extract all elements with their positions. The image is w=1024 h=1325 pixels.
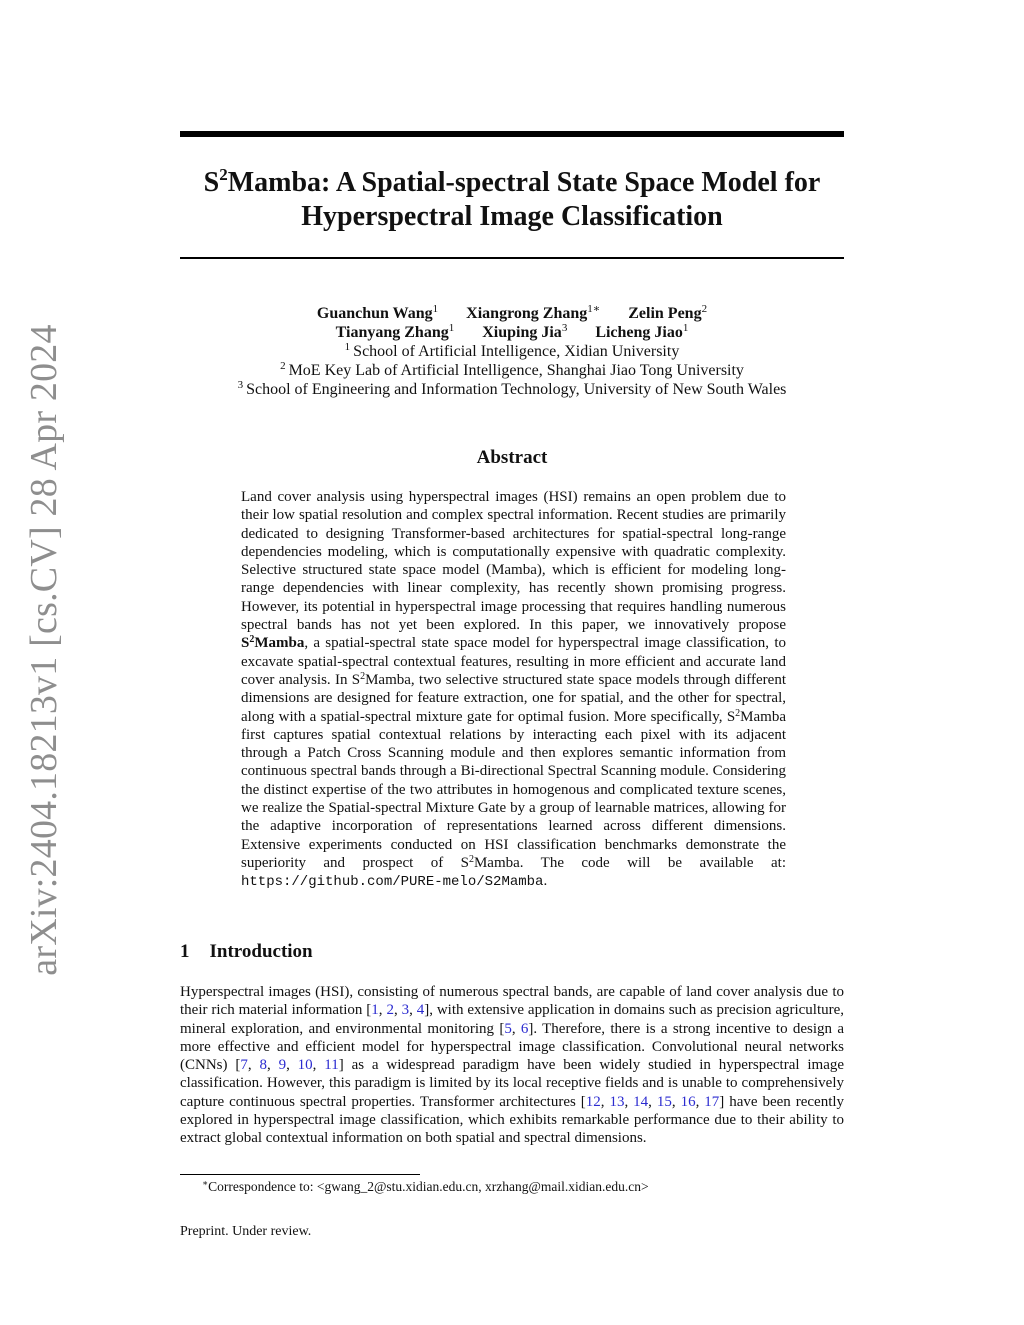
preprint-notice: Preprint. Under review. <box>180 1224 312 1239</box>
title-line-2: Hyperspectral Image Classification <box>301 201 723 232</box>
citation-link[interactable]: 6 <box>520 1020 529 1037</box>
citation-link[interactable]: 9 <box>278 1057 287 1074</box>
affiliation: $^1$ School of Artificial Intelligence, Xidian University <box>344 341 680 360</box>
affiliation: $^2$ MoE Key Lab of Artificial Intelligence, Shanghai Jiao Tong University <box>280 360 744 379</box>
abstract-text: Land cover analysis using hyperspectral images (HSI) remains an open problem due to their low spatial resolution and complex spectral information. Recent studies are primarily dedicated to designing Transformer-based architectures for spatial-spectral long-range dependencies modeling, which is computationally expensive with quadratic complexity. Selective structured state space model (Mamba), which is efficient for modeling long-range dependencies with linear complexity, has recently shown promising progress. However, its potential in hyperspectral image processing that requires handling numerous spectral bands has not yet been explored. In this paper, we innovatively propose $S^2Mamba$, a spatial-spectral state space model for hyperspectral image classification, to excavate spatial-spectral contextual features, resulting in more efficient and accurate land cover analysis. In $S^2Mamba$, two selective structured state space models through different dimensions are designed for feature extraction, one for spatial, and the other for spectral, along with a spatial-spectral mixture gate for optimal fusion. More specifically, $S^2Mamba$ first captures spatial contextual relations by interacting each pixel with its adjacent through a Patch Cross Scanning module and then explores semantic information from continuous spectral bands through a Bi-directional Spectral Scanning module. Considering the distinct expertise of the two attributes in homogenous and complicated texture scenes, we realize the Spatial-spectral Mixture Gate by a group of learnable matrices, allowing for the adaptive incorporation of representations learned across different dimensions. Extensive experiments conducted on HSI classification benchmarks demonstrate the superiority and prospect of $S^2Mamba$. The code will be available at: https://github.com/PURE-melo/S2Mamba. <box>241 489 786 891</box>
citation-link[interactable]: 11 <box>324 1057 339 1074</box>
citation-link[interactable]: 13 <box>609 1093 625 1110</box>
citation-link[interactable]: 8 <box>259 1057 267 1074</box>
citation-link[interactable]: 7 <box>240 1057 248 1074</box>
citation-link[interactable]: 4 <box>416 1002 425 1019</box>
citation-link[interactable]: 16 <box>680 1093 696 1110</box>
citation-link[interactable]: 1 <box>371 1002 379 1019</box>
arxiv-identifier-stamp: arXiv:2404.18213v1 [cs.CV] 28 Apr 2024 <box>23 324 65 976</box>
correspondence-footnote: ∗Correspondence to: <gwang_2@stu.xidian.edu.cn, xrzhang@mail.xidian.edu.cn> <box>202 1178 649 1194</box>
citation-link[interactable]: 2 <box>386 1002 394 1019</box>
title-top-rule <box>180 131 844 137</box>
abstract-heading: Abstract <box>476 447 548 468</box>
citation-link[interactable]: 12 <box>585 1093 601 1110</box>
author-row-1 <box>180 304 844 323</box>
citation-link[interactable]: 5 <box>504 1020 512 1037</box>
author-name: Zelin Peng$^2$ <box>628 303 708 322</box>
affiliation: $^3$ School of Engineering and Information Technology, University of New South Wales <box>237 379 787 398</box>
author-name: Licheng Jiao$^1$ <box>595 322 689 341</box>
section-heading-introduction: 1 Introduction <box>180 941 313 962</box>
citation-link[interactable]: 3 <box>401 1002 410 1019</box>
author-block <box>180 304 844 399</box>
title-bottom-rule <box>180 257 844 259</box>
citation-link[interactable]: 14 <box>633 1093 649 1110</box>
author-name: Xiangrong Zhang$^{1∗}$ <box>466 303 601 322</box>
code-repository-link[interactable]: https://github.com/PURE-melo/S2Mamba <box>241 874 544 891</box>
model-name-bold: $S^2Mamba$ <box>241 634 305 652</box>
title-line-1: $S^2Mamba$: A Spatial-spectral State Space Model for <box>203 165 821 198</box>
footnote-rule <box>180 1174 420 1175</box>
author-name: Xiuping Jia$^3$ <box>482 322 568 341</box>
author-row-2 <box>180 323 844 342</box>
author-name: Guanchun Wang$^1$ <box>316 303 439 322</box>
citation-link[interactable]: 17 <box>704 1093 720 1110</box>
introduction-paragraph: Hyperspectral images (HSI), consisting of numerous spectral bands, are capable of land cover analysis due to their rich material information [1, 2, 3, 4], with extensive application in domains such as precision agriculture, mineral exploration, and environmental monitoring [5, 6]. Therefore, there is a strong incentive to design a more effective and efficient model for hyperspectral image classification. Convolutional neural networks (CNNs) [7, 8, 9, 10, 11] as a widespread paradigm have been widely studied in hyperspectral image classification. However, this paradigm is limited by its local receptive fields and is unable to comprehensively capture continuous spectral properties. Transformer architectures [12, 13, 14, 15, 16, 17] have been recently explored in hyperspectral image classification, which exhibits remarkable performance due to their ability to extract global contextual information on both spatial and spectral dimensions. <box>180 984 845 1147</box>
paper-title <box>180 166 844 234</box>
citation-link[interactable]: 15 <box>656 1093 672 1110</box>
citation-link[interactable]: 10 <box>297 1057 313 1074</box>
author-name: Tianyang Zhang$^1$ <box>335 322 455 341</box>
